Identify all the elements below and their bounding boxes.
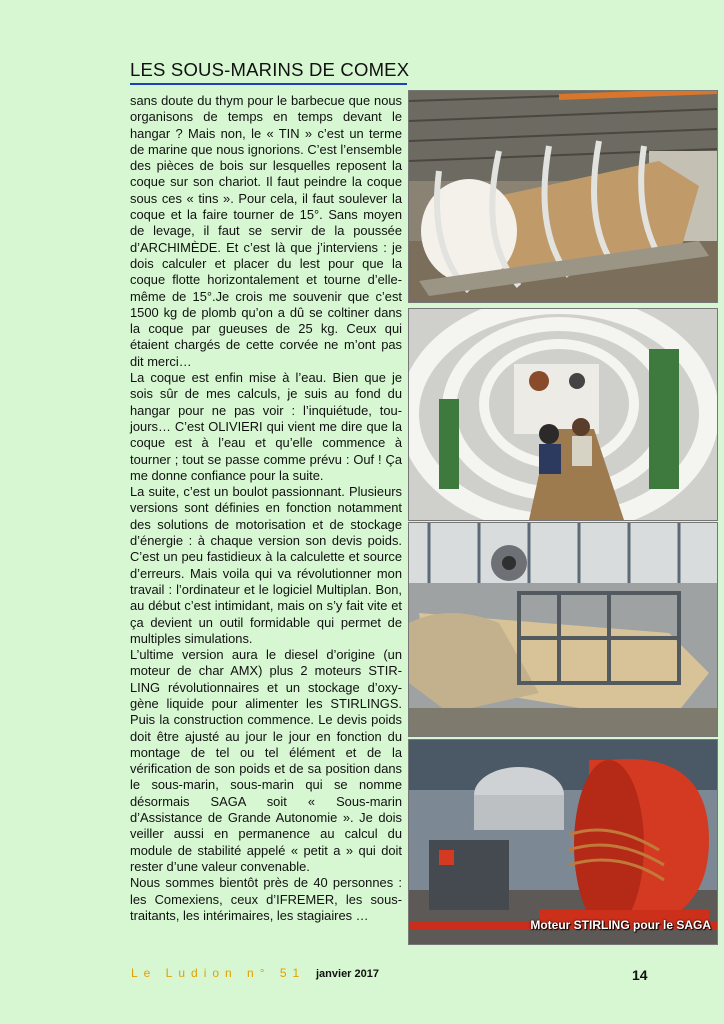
title-underline — [130, 83, 407, 85]
hangar-hull-photo — [408, 90, 718, 303]
paragraph: La suite, c’est un boulot passionnant. Plusieurs versions sont définies en fonction notamment des solutions de motorisation et de stockage d’énergie : à chaque version son devis poids. C’est un peu fastidieux à la calculette et source d’erreurs. Mais voila qui va révolutionner mon travail : l’ordinateur et le logiciel Multiplan. Bon, au début c’est intimidant, mais on s’y fait vite et ça devient un outil formidable qui permet de multiples simulations. — [130, 484, 402, 646]
paragraph: La coque est enfin mise à l’eau. Bien que je sois sûr de mes calculs, je suis au fond du hangar pour ne pas voir : l’inquiétude, toujours… C’est OLIVIERI qui vient me dire que la coque est à l’eau et qu’elle commence à tourner ; tout se passe comme prévu : Ouf ! Ça me donne confiance pour la suite. — [130, 370, 402, 483]
page-number: 14 — [632, 967, 648, 983]
stirling-engine-photo — [408, 739, 718, 945]
hull-interior-photo — [408, 308, 718, 521]
photo-caption: Moteur STIRLING pour le SAGA — [530, 918, 711, 932]
issue-date: janvier 2017 — [316, 968, 379, 980]
paragraph: L’ultime version aura le diesel d’origine (un moteur de char AMX) plus 2 moteurs STIRLING révolutionnaires et un stockage d’oxygène liquide pour alimenter les STIRLINGS. Puis la construction commence. Le devis poids doit être ajusté au jour le jour en fonction du montage de tel ou tel élément et de la vérification de son poids et de sa position dans le sous-marin, sous-marin qui se nomme désormais SAGA soit « Sous-marin d’Assistance de Grande Autonomie ». Je dois veiller aussi en permanence au calcul du module de stabilité appelé « petit a » qui doit rester d’une valeur convenable. — [130, 647, 402, 874]
construction-photo — [408, 522, 718, 737]
paragraph: sans doute du thym pour le barbecue que nous organisons de temps en temps devant le hangar ? Mais non, le « TIN » c’est un terme de marine que nous ignorions. C’est l’ensemble des pièces de bois sur lesquelles reposent la coque sur son chariot. Il faut peindre la coque sous ces « tins ». Pour cela, il faut soulever la coque et la faire tourner de 15°. Sans moyen de levage, il faut se servir de la poussée d’ARCHIMÈDE. Et c’est là que j’interviens : je dois calculer et placer du lest pour que la coque flotte horizontalement et tourne d’elle-même de 15°.Je crois me souvenir que c’est 1500 kg de plomb qu’on a dû se coltiner dans la coque par gueuses de 25 kg. Ceux qui étaient chargés de cette corvée ne m’ont pas dit merci… — [130, 93, 402, 369]
article-body — [130, 93, 402, 924]
publication-name: Le Ludion n° 51 — [131, 966, 306, 980]
paragraph: Nous sommes bientôt près de 40 personnes : les Comexiens, ceux d’IFREMER, les sous-traitants, les intérimaires, les stagiaires … — [130, 875, 402, 923]
page-title: LES SOUS-MARINS DE COMEX — [130, 59, 410, 80]
